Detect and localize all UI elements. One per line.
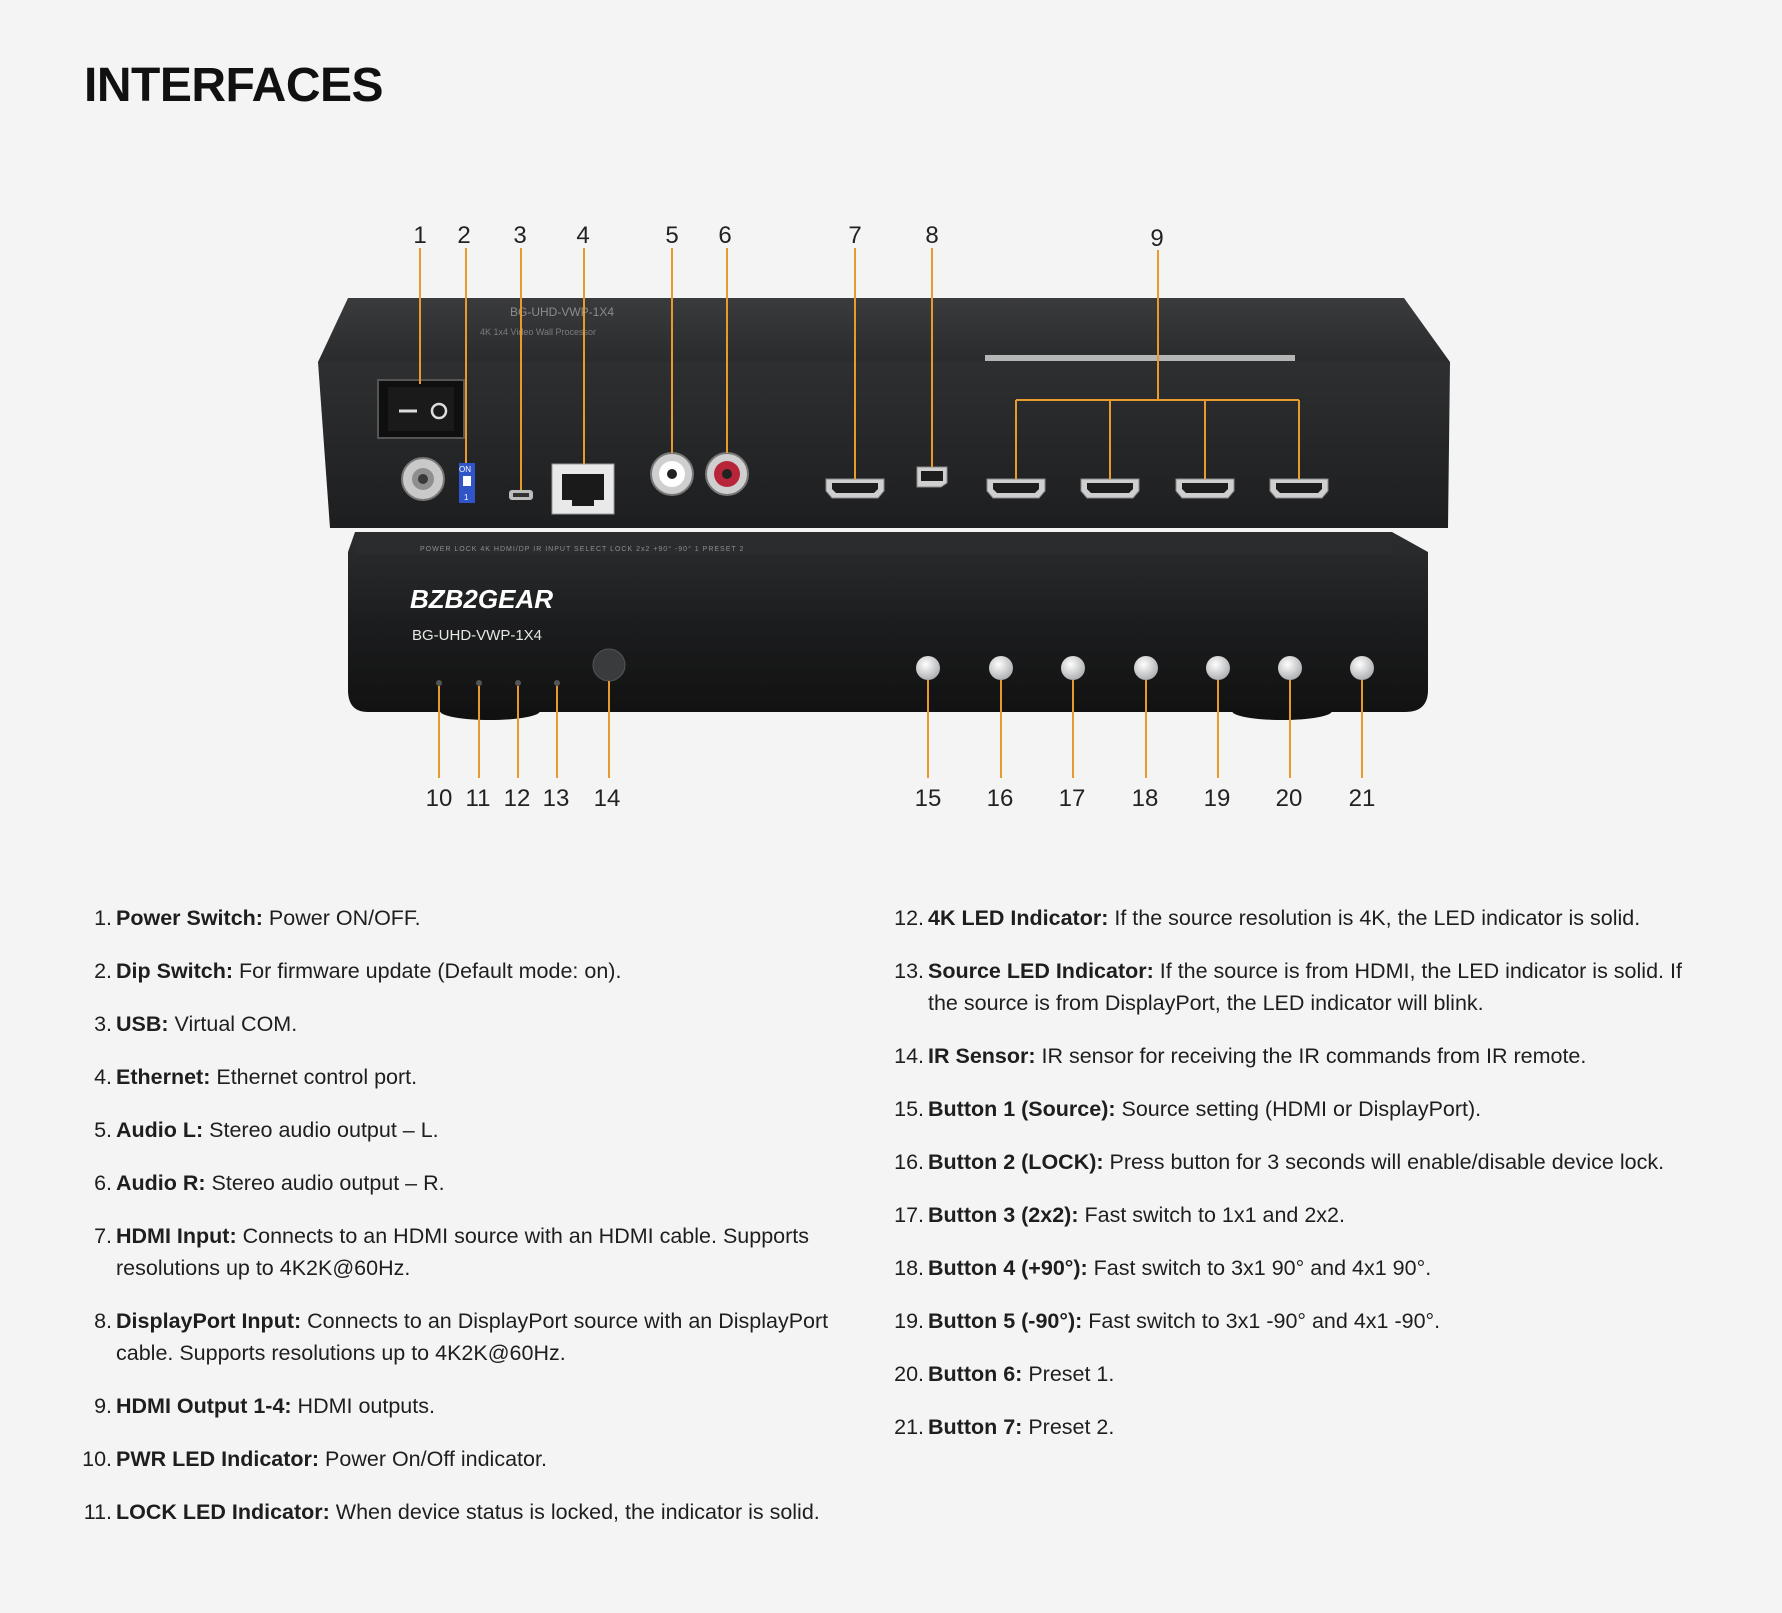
legend-item <box>70 1114 870 1146</box>
legend-term: Power Switch: <box>116 906 263 930</box>
callout-5: 5 <box>665 222 679 249</box>
legend-item <box>70 1305 870 1369</box>
legend-term: Button 5 (-90°): <box>928 1309 1083 1333</box>
hdmi-output-1-port[interactable] <box>987 479 1045 498</box>
hdmi-output-4-port[interactable] <box>1270 479 1328 498</box>
button-1-source[interactable] <box>916 656 940 680</box>
callout-19: 19 <box>1203 785 1231 812</box>
legend-description: Fast switch to 3x1 -90° and 4x1 -90°. <box>1082 1309 1441 1333</box>
legend-description: For firmware update (Default mode: on). <box>233 959 622 983</box>
legend-item <box>882 1040 1712 1072</box>
ir-sensor <box>593 649 625 681</box>
legend-item <box>882 1411 1712 1443</box>
dip-switch[interactable] <box>459 463 475 503</box>
legend-description: If the source is from HDMI, the LED indicator is solid. If the source is from DisplayPort, the LED indicator will blink. <box>928 959 1682 1015</box>
legend-number: 10. <box>82 1447 112 1471</box>
legend-item <box>70 1167 870 1199</box>
legend-term: Button 3 (2x2): <box>928 1203 1079 1227</box>
button-3-2x2[interactable] <box>1061 656 1085 680</box>
legend-term: IR Sensor: <box>928 1044 1036 1068</box>
legend-term: USB: <box>116 1012 169 1036</box>
legend-item <box>70 1390 870 1422</box>
legend-number: 6. <box>94 1171 112 1195</box>
hdmi-input-port[interactable] <box>826 479 884 498</box>
audio-left-jack[interactable] <box>651 453 693 495</box>
4k-led <box>515 680 521 686</box>
model-label: BG-UHD-VWP-1X4 <box>412 627 543 644</box>
legend-description: Preset 1. <box>1022 1362 1115 1386</box>
button-5-minus90[interactable] <box>1206 656 1230 680</box>
legend-term: Button 1 (Source): <box>928 1097 1116 1121</box>
legend-number: 4. <box>94 1065 112 1089</box>
callout-14: 14 <box>593 785 621 812</box>
legend-term: Audio L: <box>116 1118 204 1142</box>
legend-item <box>70 902 870 934</box>
legend-item <box>70 1220 870 1284</box>
legend-term: Button 2 (LOCK): <box>928 1150 1104 1174</box>
callout-17: 17 <box>1058 785 1086 812</box>
legend-description: Connects to an DisplayPort source with an DisplayPort cable. Supports resolutions up to 4K2K@60Hz. <box>116 1309 829 1365</box>
legend-number: 14. <box>894 1044 924 1068</box>
callout-18: 18 <box>1131 785 1159 812</box>
power-switch[interactable] <box>378 380 464 438</box>
legend-number: 21. <box>894 1415 924 1439</box>
legend-item <box>882 1252 1712 1284</box>
brand-logo: BZB2GEAR <box>410 584 554 614</box>
legend-item <box>882 1358 1712 1390</box>
callout-15: 15 <box>914 785 942 812</box>
legend-item <box>70 1061 870 1093</box>
callout-4: 4 <box>576 222 590 249</box>
legend-description: Ethernet control port. <box>210 1065 418 1089</box>
legend-term: Ethernet: <box>116 1065 211 1089</box>
callout-6: 6 <box>718 222 732 249</box>
legend-term: Source LED Indicator: <box>928 959 1154 983</box>
legend-number: 19. <box>894 1309 924 1333</box>
legend-term: HDMI Output 1-4: <box>116 1394 292 1418</box>
rear-unit <box>318 298 1450 528</box>
displayport-input-port[interactable] <box>917 467 947 487</box>
callout-8: 8 <box>925 222 939 249</box>
legend-left-column <box>70 902 870 1549</box>
callout-20: 20 <box>1275 785 1303 812</box>
top-sub-text: 4K 1x4 Video Wall Processor <box>480 327 597 337</box>
legend-description: Virtual COM. <box>168 1012 298 1036</box>
legend-item <box>70 1443 870 1475</box>
legend-item <box>882 902 1712 934</box>
legend-term: Button 7: <box>928 1415 1023 1439</box>
pwr-led <box>436 680 442 686</box>
legend-number: 7. <box>94 1224 112 1248</box>
legend-number: 1. <box>94 906 112 930</box>
legend-description: Preset 2. <box>1022 1415 1115 1439</box>
legend-number: 8. <box>94 1309 112 1333</box>
legend-term: Button 6: <box>928 1362 1023 1386</box>
callout-11: 11 <box>465 785 491 812</box>
callout-1: 1 <box>413 222 427 249</box>
dip-on-label: ON <box>459 465 471 474</box>
callout-10: 10 <box>425 785 453 812</box>
callout-21: 21 <box>1348 785 1376 812</box>
callout-9: 9 <box>1150 225 1164 252</box>
legend-description: Fast switch to 3x1 90° and 4x1 90°. <box>1087 1256 1432 1280</box>
legend-description: When device status is locked, the indicator is solid. <box>329 1500 820 1524</box>
source-led <box>554 680 560 686</box>
button-4-plus90[interactable] <box>1134 656 1158 680</box>
legend-description: Fast switch to 1x1 and 2x2. <box>1078 1203 1345 1227</box>
dc-power-jack <box>402 458 444 500</box>
legend-description: Source setting (HDMI or DisplayPort). <box>1115 1097 1482 1121</box>
legend-term: PWR LED Indicator: <box>116 1447 320 1471</box>
lock-led <box>476 680 482 686</box>
legend-item <box>882 1093 1712 1125</box>
callout-13: 13 <box>542 785 570 812</box>
callout-7: 7 <box>848 222 862 249</box>
legend-term: DisplayPort Input: <box>116 1309 302 1333</box>
legend-term: 4K LED Indicator: <box>928 906 1109 930</box>
legend-term: Button 4 (+90°): <box>928 1256 1088 1280</box>
legend-right-column <box>882 902 1712 1464</box>
ethernet-port[interactable] <box>552 464 614 514</box>
legend-number: 20. <box>894 1362 924 1386</box>
legend-item <box>882 1305 1712 1337</box>
button-7-preset2[interactable] <box>1350 656 1374 680</box>
legend-item <box>70 955 870 987</box>
legend-description: Stereo audio output – L. <box>203 1118 439 1142</box>
legend-number: 12. <box>894 906 924 930</box>
legend-description: If the source resolution is 4K, the LED indicator is solid. <box>1108 906 1641 930</box>
legend-item <box>882 955 1712 1019</box>
legend-item <box>882 1199 1712 1231</box>
legend-item <box>882 1146 1712 1178</box>
front-unit <box>348 532 1428 720</box>
legend-number: 2. <box>94 959 112 983</box>
top-model-text: BG-UHD-VWP-1X4 <box>510 305 615 319</box>
legend-number: 3. <box>94 1012 112 1036</box>
top-panel-labels: POWER LOCK 4K HDMI/DP IR INPUT SELECT LOCK 2x2 +90° -90° 1 PRESET 2 <box>420 546 745 553</box>
legend-description: Power ON/OFF. <box>262 906 421 930</box>
legend-number: 17. <box>894 1203 924 1227</box>
button-6-preset1[interactable] <box>1278 656 1302 680</box>
usb-port[interactable] <box>509 490 533 500</box>
dip-num-label: 1 <box>464 493 469 502</box>
legend-term: LOCK LED Indicator: <box>116 1500 330 1524</box>
legend-description: Power On/Off indicator. <box>319 1447 547 1471</box>
audio-right-jack[interactable] <box>706 453 748 495</box>
legend-item <box>70 1008 870 1040</box>
legend-number: 16. <box>894 1150 924 1174</box>
legend-number: 18. <box>894 1256 924 1280</box>
legend-description: Connects to an HDMI source with an HDMI cable. Supports resolutions up to 4K2K@60Hz. <box>116 1224 809 1280</box>
hdmi-output-3-port[interactable] <box>1176 479 1234 498</box>
button-2-lock[interactable] <box>989 656 1013 680</box>
legend-term: Dip Switch: <box>116 959 234 983</box>
callout-2: 2 <box>457 222 471 249</box>
callout-12: 12 <box>503 785 531 812</box>
legend-description: Stereo audio output – R. <box>205 1171 445 1195</box>
callout-3: 3 <box>513 222 527 249</box>
legend-number: 11. <box>83 1500 112 1524</box>
legend-description: Press button for 3 seconds will enable/disable device lock. <box>1103 1150 1665 1174</box>
legend-number: 13. <box>894 959 924 983</box>
legend-number: 5. <box>94 1118 112 1142</box>
hdmi-output-2-port[interactable] <box>1081 479 1139 498</box>
legend-description: IR sensor for receiving the IR commands from IR remote. <box>1035 1044 1587 1068</box>
legend-term: HDMI Input: <box>116 1224 237 1248</box>
legend-term: Audio R: <box>116 1171 206 1195</box>
page-title: INTERFACES <box>84 59 384 112</box>
legend-number: 9. <box>94 1394 112 1418</box>
legend-item <box>70 1496 870 1528</box>
callout-16: 16 <box>986 785 1014 812</box>
legend-description: HDMI outputs. <box>291 1394 435 1418</box>
legend-number: 15. <box>894 1097 924 1121</box>
